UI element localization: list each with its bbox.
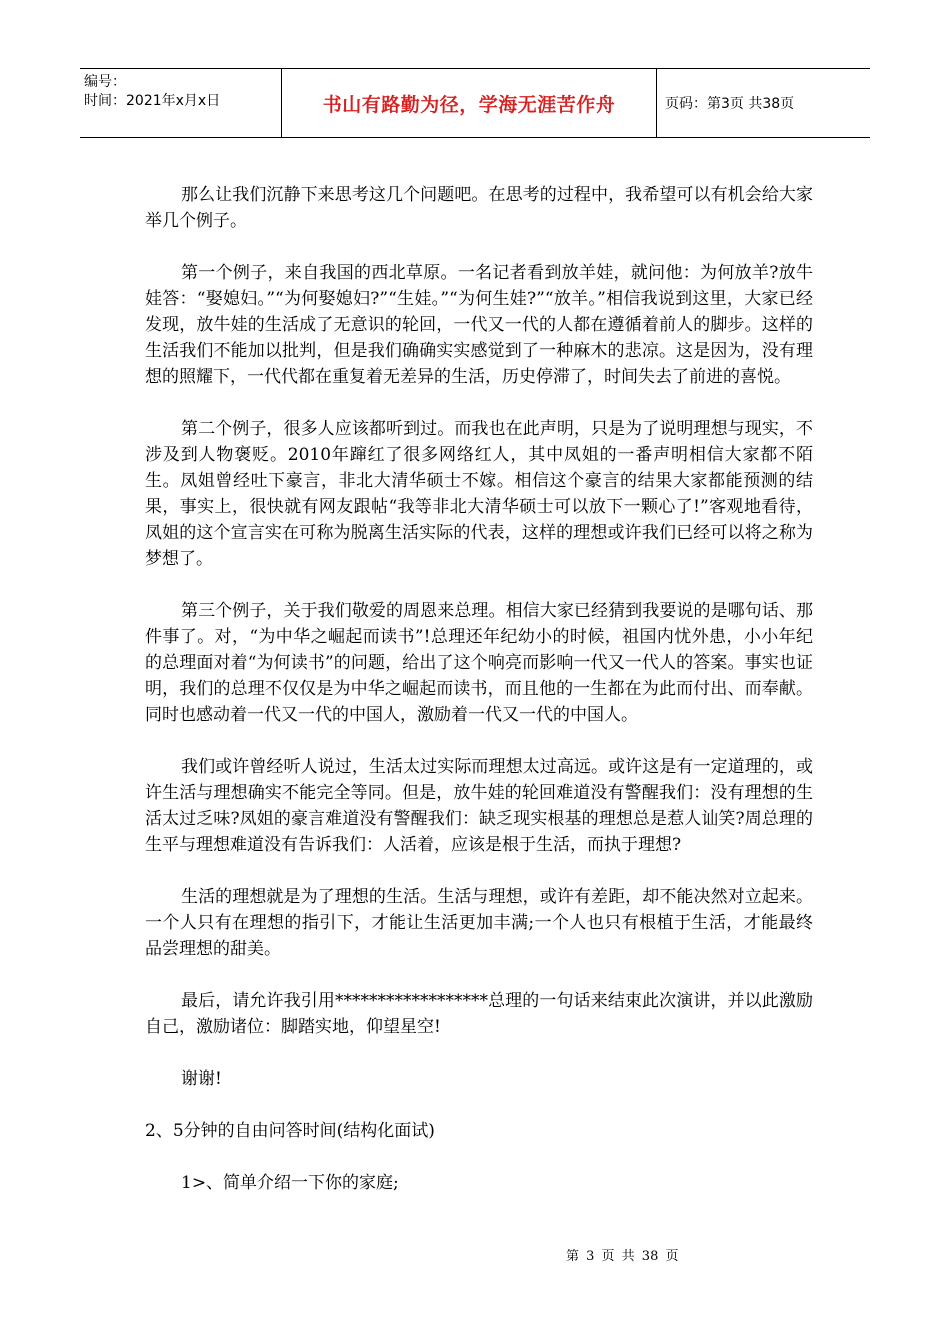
- closing-thanks: 谢谢!: [181, 1069, 222, 1089]
- header-meta: [80, 69, 282, 137]
- paragraph: 我们或许曾经听人说过，生活太过实际而理想太过高远。或许这是有一定道理的，或许生活与理想确实不能完全等同。但是，放牛娃的轮回难道没有警醒我们：没有理想的生活太过乏味?凤姐的豪言难道没有警醒我们：缺乏现实根基的理想总是惹人讪笑?周总理的生平与理想难道没有告诉我们：人活着，应该是根于生活，而执于理想?: [145, 757, 813, 855]
- page-header: [80, 68, 870, 138]
- page-footer: 第 3 页 共 38 页: [566, 1249, 679, 1264]
- header-page-number: 页码：第3页 共38页: [665, 96, 795, 112]
- section-heading: 2、5分钟的自由问答时间(结构化面试): [145, 1121, 435, 1141]
- paragraph: 第三个例子，关于我们敬爱的周恩来总理。相信大家已经猜到我要说的是哪句话、那件事了。对，“为中华之崛起而读书”!总理还年纪幼小的时候，祖国内忧外患，小小年纪的总理面对着“为何读书”的问题，给出了这个响亮而影响一代又一代人的答案。事实也证明，我们的总理不仅仅是为中华之崛起而读书，而且他的一生都在为此而付出、而奉献。同时也感动着一代又一代的中国人，激励着一代又一代的中国人。: [145, 601, 813, 725]
- paragraph: 第一个例子，来自我国的西北草原。一名记者看到放羊娃，就问他：为何放羊?放牛娃答：“娶媳妇。”“为何娶媳妇?”“生娃。”“为何生娃?”“放羊。”相信我说到这里，大家已经发现，放牛娃的生活成了无意识的轮回，一代又一代的人都在遵循着前人的脚步。这样的生活我们不能加以批判，但是我们确确实实感觉到了一种麻木的悲凉。这是因为，没有理想的照耀下，一代代都在重复着无差异的生活，历史停滞了，时间失去了前进的喜悦。: [145, 263, 813, 387]
- header-motto-cell: [282, 69, 657, 137]
- paragraph: 那么让我们沉静下来思考这几个问题吧。在思考的过程中，我希望可以有机会给大家举几个例子。: [145, 185, 813, 231]
- document-body: [145, 182, 813, 1222]
- paragraph: 第二个例子，很多人应该都听到过。而我也在此声明，只是为了说明理想与现实，不涉及到人物褒贬。2010年蹿红了很多网络红人，其中凤姐的一番声明相信大家都不陌生。凤姐曾经吐下豪言，非北大清华硕士不嫁。相信这个豪言的结果大家都能预测的结果，事实上，很快就有网友跟帖“我等非北大清华硕士可以放下一颗心了!”客观地看待，凤姐的这个宣言实在可称为脱离生活实际的代表，这样的理想或许我们已经可以将之称为梦想了。: [145, 419, 813, 569]
- doc-number-label: 编号：: [84, 74, 126, 90]
- paragraph: 最后，请允许我引用******************总理的一句话来结束此次演讲，并以此激励自己，激励诸位：脚踏实地，仰望星空!: [145, 991, 813, 1037]
- doc-date-label: 时间：2021年x月x日: [84, 93, 221, 109]
- header-motto: 书山有路勤为径，学海无涯苦作舟: [322, 93, 616, 116]
- question-item: 1>、简单介绍一下你的家庭;: [181, 1173, 399, 1193]
- paragraph: 生活的理想就是为了理想的生活。生活与理想，或许有差距，却不能决然对立起来。一个人只有在理想的指引下，才能让生活更加丰满;一个人也只有根植于生活，才能最终品尝理想的甜美。: [145, 887, 813, 959]
